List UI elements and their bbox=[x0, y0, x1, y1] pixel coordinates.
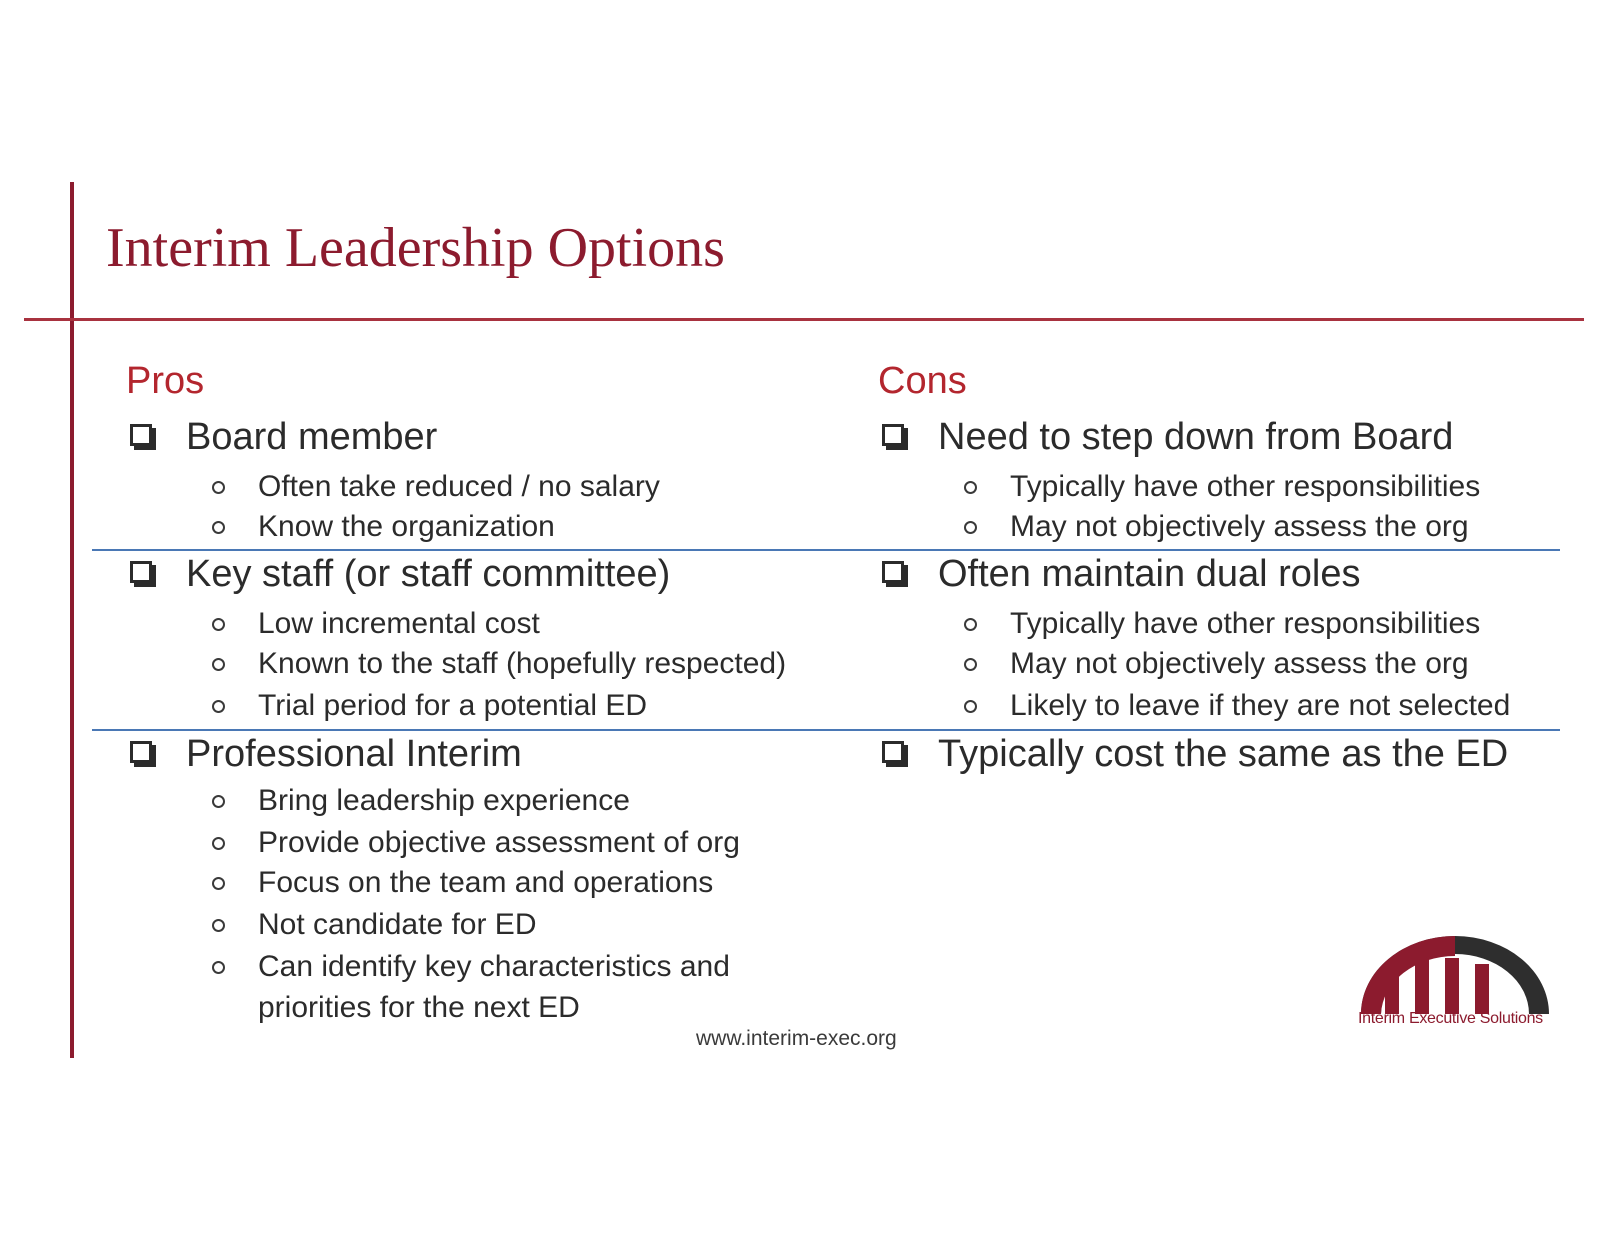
checkbox-icon bbox=[130, 424, 152, 446]
circle-bullet-icon bbox=[212, 521, 225, 534]
pros-item-label: Board member bbox=[186, 416, 438, 458]
pros-subitem-label: Provide objective assessment of org bbox=[258, 826, 740, 859]
cons-subitem-label: May not objectively assess the org bbox=[1010, 510, 1469, 543]
pros-item-label: Professional Interim bbox=[186, 733, 522, 775]
pros-item-label: Key staff (or staff committee) bbox=[186, 553, 671, 595]
row-separator bbox=[92, 549, 1560, 551]
cons-subitem-label: May not objectively assess the org bbox=[1010, 647, 1469, 680]
circle-bullet-icon bbox=[212, 700, 225, 713]
checkbox-icon bbox=[882, 741, 904, 763]
cons-item-label: Need to step down from Board bbox=[938, 416, 1454, 458]
pros-subitem-label: Low incremental cost bbox=[258, 607, 540, 640]
accent-horizontal-rule bbox=[24, 318, 1584, 321]
pros-subitem-label: Bring leadership experience bbox=[258, 784, 630, 817]
checkbox-icon bbox=[882, 424, 904, 446]
pros-heading: Pros bbox=[126, 360, 205, 402]
pros-subitem-label: Trial period for a potential ED bbox=[258, 689, 648, 722]
circle-bullet-icon bbox=[212, 919, 225, 932]
pros-subitem-label: Can identify key characteristics and bbox=[258, 950, 730, 983]
logo-wordmark: Interim Executive Solutions bbox=[1358, 1010, 1543, 1027]
pros-subitem-label: Know the organization bbox=[258, 510, 555, 543]
row-separator bbox=[92, 729, 1560, 731]
circle-bullet-icon bbox=[212, 877, 225, 890]
website-url: www.interim-exec.org bbox=[696, 1027, 897, 1050]
cons-subitem-label: Typically have other responsibilities bbox=[1010, 607, 1481, 640]
checkbox-icon bbox=[882, 561, 904, 583]
circle-bullet-icon bbox=[964, 481, 977, 494]
circle-bullet-icon bbox=[964, 618, 977, 631]
circle-bullet-icon bbox=[964, 658, 977, 671]
circle-bullet-icon bbox=[964, 700, 977, 713]
circle-bullet-icon bbox=[212, 658, 225, 671]
checkbox-icon bbox=[130, 561, 152, 583]
cons-item-label: Typically cost the same as the ED bbox=[938, 733, 1509, 775]
circle-bullet-icon bbox=[212, 961, 225, 974]
circle-bullet-icon bbox=[212, 481, 225, 494]
accent-vertical-rule bbox=[70, 182, 74, 1058]
slide-title: Interim Leadership Options bbox=[106, 217, 725, 279]
cons-item-label: Often maintain dual roles bbox=[938, 553, 1361, 595]
circle-bullet-icon bbox=[212, 837, 225, 850]
cons-subitem-label: Likely to leave if they are not selected bbox=[1010, 689, 1511, 722]
circle-bullet-icon bbox=[964, 521, 977, 534]
pros-subitem-label: Not candidate for ED bbox=[258, 908, 537, 941]
pros-subitem-label: Known to the staff (hopefully respected) bbox=[258, 647, 787, 680]
cons-subitem-label: Typically have other responsibilities bbox=[1010, 470, 1481, 503]
pros-subitem-label: Often take reduced / no salary bbox=[258, 470, 660, 503]
cons-heading: Cons bbox=[878, 360, 967, 402]
circle-bullet-icon bbox=[212, 618, 225, 631]
circle-bullet-icon bbox=[212, 795, 225, 808]
pros-subitem-label: priorities for the next ED bbox=[258, 991, 580, 1024]
checkbox-icon bbox=[130, 741, 152, 763]
pros-subitem-label: Focus on the team and operations bbox=[258, 866, 714, 899]
